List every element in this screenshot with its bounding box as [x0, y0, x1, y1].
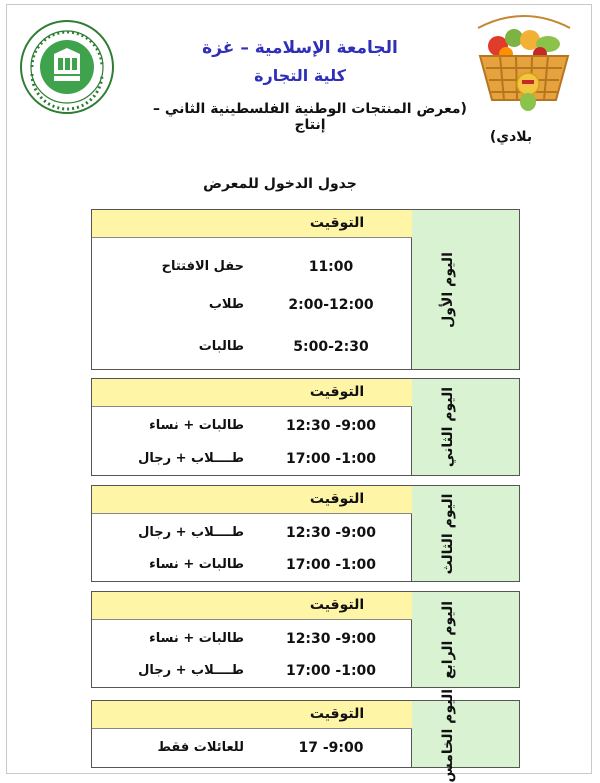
attendees-cell: طالبات + نساء [149, 557, 244, 572]
attendees-cell: طــــلاب + رجال [138, 525, 244, 540]
timing-header [92, 592, 412, 620]
attendees-cell: للعائلات فقط [157, 740, 244, 755]
table-row [92, 520, 412, 548]
table-row [92, 446, 412, 474]
day-label: اليوم الخامس [440, 689, 456, 783]
day-block-5 [91, 689, 520, 783]
day-label-cell [411, 592, 519, 687]
table-row [92, 552, 412, 580]
time-cell: 5:00-2:30 [293, 339, 369, 355]
day-label: اليوم الرابع [440, 600, 456, 679]
college-name: كلية التجارة [254, 66, 346, 85]
day-label-cell [411, 210, 519, 369]
table-row [92, 413, 412, 441]
timing-header-label: التوقيت [309, 491, 365, 507]
day-label-cell [411, 689, 519, 783]
day-block-1 [91, 209, 520, 370]
attendees-cell: طلاب [208, 297, 244, 312]
timing-header [92, 486, 412, 514]
time-cell: 12:30 -9:00 [285, 525, 377, 541]
timing-header-label: التوقيت [309, 706, 365, 722]
attendees-cell: حفل الافتتاح [161, 259, 244, 274]
day-block-2 [91, 378, 520, 476]
timing-header-label: التوقيت [309, 597, 365, 613]
day-block-4 [91, 591, 520, 688]
timing-header-label: التوقيت [309, 384, 365, 400]
day-block-3 [91, 485, 520, 582]
table-row [92, 254, 412, 282]
attendees-cell: طالبات [198, 339, 244, 354]
attendees-cell: طــــلاب + رجال [138, 663, 244, 678]
time-cell: 17:00 -1:00 [285, 451, 377, 467]
university-name: الجامعة الإسلامية – غزة [202, 38, 398, 58]
attendees-cell: طــــلاب + رجال [138, 451, 244, 466]
day-label: اليوم الأول [440, 251, 456, 328]
time-cell: 17 -9:00 [298, 740, 364, 756]
timing-header [92, 701, 412, 729]
timing-header [92, 210, 412, 238]
university-logo [18, 18, 116, 116]
timing-header [92, 379, 412, 407]
attendees-cell: طالبات + نساء [149, 418, 244, 433]
day-label: اليوم الثاني [440, 386, 456, 468]
day-label-cell [411, 486, 519, 581]
table-row [92, 334, 412, 362]
table-row [92, 292, 412, 320]
time-cell: 17:00 -1:00 [285, 557, 377, 573]
attendees-cell: طالبات + نساء [149, 631, 244, 646]
day-label: اليوم الثالث [440, 493, 456, 574]
exhibition-basket-logo [470, 8, 578, 118]
time-cell: 12:30 -9:00 [285, 631, 377, 647]
schedule-title: جدول الدخول للمعرض [203, 176, 357, 192]
exhibition-title: (معرض المنتجات الوطنية الفلسطينية الثاني – إنتاج [153, 101, 467, 133]
table-row [92, 735, 412, 763]
table-row [92, 626, 412, 654]
time-cell: 12:30 -9:00 [285, 418, 377, 434]
day-label-cell [411, 379, 519, 475]
exhibition-brand: بلادي) [489, 129, 533, 145]
time-cell: 11:00 [308, 259, 354, 275]
time-cell: 2:00-12:00 [288, 297, 374, 313]
timing-header-label: التوقيت [309, 215, 365, 231]
table-row [92, 658, 412, 686]
time-cell: 17:00 -1:00 [285, 663, 377, 679]
